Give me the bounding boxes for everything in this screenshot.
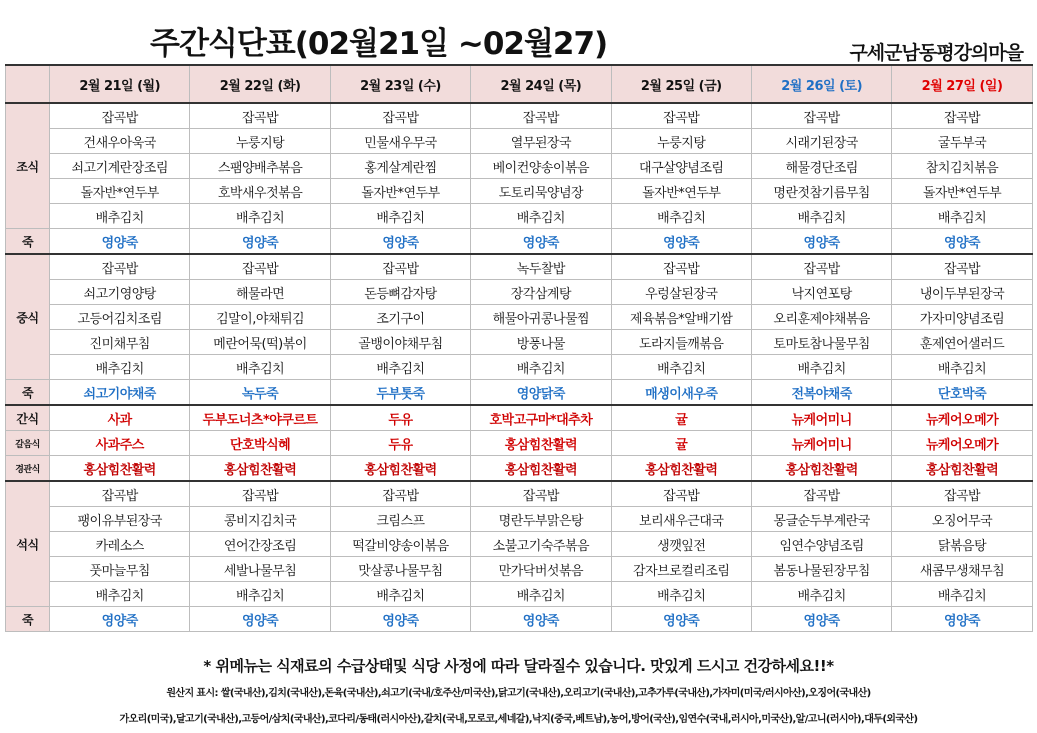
menu-body: [6, 103, 1033, 632]
menu-cell: 스팸양배추볶음: [190, 154, 330, 179]
menu-cell: 배추김치: [50, 582, 190, 607]
menu-cell: 열무된장국: [471, 129, 611, 154]
menu-cell: 보리새우근대국: [611, 507, 751, 532]
breakfast-row: [6, 154, 1033, 179]
menu-cell: 잡곡밥: [751, 254, 891, 280]
menu-cell: 영양죽: [751, 607, 891, 632]
meal-category-label: 석식: [6, 481, 50, 607]
menu-cell: 대구살양념조림: [611, 154, 751, 179]
menu-cell: 잡곡밥: [611, 103, 751, 129]
menu-cell: 잡곡밥: [330, 481, 470, 507]
menu-cell: 영양죽: [471, 607, 611, 632]
menu-cell: 우렁살된장국: [611, 280, 751, 305]
menu-cell: 배추김치: [50, 204, 190, 229]
menu-cell: 배추김치: [751, 204, 891, 229]
menu-cell: 두부도너츠*야쿠르트: [190, 405, 330, 431]
menu-cell: 영양죽: [892, 607, 1032, 632]
dinner-row: [6, 481, 1033, 507]
organization-name: 구세군남동평강의마을: [849, 42, 1023, 64]
menu-cell: 민물새우무국: [330, 129, 470, 154]
menu-cell: 시래기된장국: [751, 129, 891, 154]
menu-cell: 연어간장조림: [190, 532, 330, 557]
meal-category-label: 조식: [6, 103, 50, 229]
day-header-sunday: 2월 27일 (일): [892, 65, 1032, 103]
weekly-menu-table: [5, 64, 1033, 632]
menu-cell: 콩비지김치국: [190, 507, 330, 532]
menu-cell: 영양죽: [330, 229, 470, 255]
menu-cell: 건새우아욱국: [50, 129, 190, 154]
menu-cell: 새콤무생채무침: [892, 557, 1032, 582]
dinner-porridge-row: [6, 607, 1033, 632]
menu-cell: 호박고구마*대추차: [471, 405, 611, 431]
lunch-row: [6, 355, 1033, 380]
menu-cell: 장각삼계탕: [471, 280, 611, 305]
day-header-saturday: 2월 26일 (토): [751, 65, 891, 103]
menu-cell: 배추김치: [471, 355, 611, 380]
menu-cell: 해물라면: [190, 280, 330, 305]
menu-cell: 영양죽: [892, 229, 1032, 255]
menu-cell: 닭볶음탕: [892, 532, 1032, 557]
dinner-row: [6, 532, 1033, 557]
lunch-row: [6, 305, 1033, 330]
menu-cell: 배추김치: [190, 582, 330, 607]
menu-cell: 배추김치: [190, 204, 330, 229]
menu-cell: 영양죽: [50, 607, 190, 632]
menu-cell: 잡곡밥: [892, 481, 1032, 507]
breakfast-row: [6, 204, 1033, 229]
menu-cell: 제육볶음*알배기쌈: [611, 305, 751, 330]
menu-cell: 배추김치: [611, 204, 751, 229]
menu-cell: 낙지연포탕: [751, 280, 891, 305]
menu-cell: 홍삼힘찬활력: [50, 456, 190, 482]
menu-cell: 김말이,야채튀김: [190, 305, 330, 330]
menu-cell: 배추김치: [751, 355, 891, 380]
menu-cell: 잡곡밥: [330, 103, 470, 129]
menu-cell: 두부톳죽: [330, 380, 470, 406]
meal-category-label: 경관식: [6, 456, 50, 482]
menu-cell: 생깻잎전: [611, 532, 751, 557]
menu-cell: 홍삼힘찬활력: [190, 456, 330, 482]
menu-cell: 잡곡밥: [471, 103, 611, 129]
origin-label-line-2: 가오리(미국),달고기(국내산),고등어/삼치(국내산),코다리/동태(러시아산),갈치(국내,모로코,세네갈),낙지(중국,베트남),농어,방어(국산),임연수(국내,러시아,미국산),알/고니(러시아),대두(외국산): [119, 714, 918, 725]
menu-cell: 매생이새우죽: [611, 380, 751, 406]
menu-cell: 누룽지탕: [190, 129, 330, 154]
menu-cell: 쇠고기영양탕: [50, 280, 190, 305]
breakfast-porridge-row: [6, 229, 1033, 255]
menu-cell: 참치김치볶음: [892, 154, 1032, 179]
menu-cell: 잡곡밥: [330, 254, 470, 280]
menu-cell: 명란두부맑은탕: [471, 507, 611, 532]
menu-cell: 홍삼힘찬활력: [471, 456, 611, 482]
menu-cell: 홍삼힘찬활력: [892, 456, 1032, 482]
menu-cell: 영양죽: [751, 229, 891, 255]
menu-cell: 훈제연어샐러드: [892, 330, 1032, 355]
origin-label-line-1: 원산지 표시: 쌀(국내산),김치(국내산),돈육(국내산),쇠고기(국내/호주산/미국산),닭고기(국내산),오리고기(국내산),고추가루(국내산),가자미(미국/러시아산),오징어(국내산): [166, 688, 871, 699]
day-header: 2월 24일 (목): [471, 65, 611, 103]
menu-cell: 잡곡밥: [751, 103, 891, 129]
day-header: 2월 21일 (월): [50, 65, 190, 103]
menu-cell: 잡곡밥: [892, 103, 1032, 129]
menu-cell: 진미채무침: [50, 330, 190, 355]
lunch-row: [6, 330, 1033, 355]
menu-cell: 홍삼힘찬활력: [751, 456, 891, 482]
meal-category-label: 중식: [6, 254, 50, 380]
breakfast-row: [6, 103, 1033, 129]
menu-cell: 영양죽: [611, 229, 751, 255]
menu-cell: 영양죽: [471, 229, 611, 255]
meal-category-label: 간식: [6, 405, 50, 431]
menu-cell: 방풍나물: [471, 330, 611, 355]
menu-cell: 세발나물무침: [190, 557, 330, 582]
lunch-porridge-row: [6, 380, 1033, 406]
menu-cell: 녹두찰밥: [471, 254, 611, 280]
menu-cell: 소불고기숙주볶음: [471, 532, 611, 557]
menu-cell: 배추김치: [751, 582, 891, 607]
menu-cell: 돈등뼈감자탕: [330, 280, 470, 305]
menu-cell: 오징어무국: [892, 507, 1032, 532]
menu-cell: 두유: [330, 405, 470, 431]
menu-cell: 홍게살계란찜: [330, 154, 470, 179]
menu-cell: 배추김치: [611, 355, 751, 380]
menu-cell: 떡갈비양송이볶음: [330, 532, 470, 557]
menu-cell: 두유: [330, 431, 470, 456]
dinner-row: [6, 557, 1033, 582]
snack-small-row: [6, 431, 1033, 456]
menu-cell: 팽이유부된장국: [50, 507, 190, 532]
menu-cell: 귤: [611, 431, 751, 456]
menu-cell: 영양닭죽: [471, 380, 611, 406]
menu-cell: 돌자반*연두부: [50, 179, 190, 204]
breakfast-row: [6, 129, 1033, 154]
menu-cell: 사과주스: [50, 431, 190, 456]
menu-cell: 맛살콩나물무침: [330, 557, 470, 582]
tube-food-row: [6, 456, 1033, 482]
menu-cell: 단호박식혜: [190, 431, 330, 456]
menu-cell: 배추김치: [330, 582, 470, 607]
menu-cell: 배추김치: [330, 204, 470, 229]
menu-cell: 잡곡밥: [190, 103, 330, 129]
menu-cell: 뉴케어미니: [751, 431, 891, 456]
menu-cell: 뉴케어미니: [751, 405, 891, 431]
menu-cell: 뉴케어오메가: [892, 431, 1032, 456]
day-header: 2월 25일 (금): [611, 65, 751, 103]
menu-cell: 골뱅이야채무침: [330, 330, 470, 355]
menu-cell: 사과: [50, 405, 190, 431]
menu-cell: 잡곡밥: [50, 254, 190, 280]
menu-cell: 몽글순두부계란국: [751, 507, 891, 532]
menu-cell: 배추김치: [330, 355, 470, 380]
menu-cell: 해물아귀콩나물찜: [471, 305, 611, 330]
dinner-row: [6, 507, 1033, 532]
menu-cell: 돌자반*연두부: [330, 179, 470, 204]
menu-cell: 홍삼힘찬활력: [471, 431, 611, 456]
page-title: 주간식단표(02월21일 ~02월27): [150, 26, 608, 62]
menu-cell: 돌자반*연두부: [611, 179, 751, 204]
day-header: 2월 22일 (화): [190, 65, 330, 103]
menu-cell: 영양죽: [611, 607, 751, 632]
menu-cell: 만가닥버섯볶음: [471, 557, 611, 582]
menu-cell: 냉이두부된장국: [892, 280, 1032, 305]
menu-cell: 쇠고기야채죽: [50, 380, 190, 406]
meal-category-label: 갈음식: [6, 431, 50, 456]
menu-cell: 잡곡밥: [190, 254, 330, 280]
menu-cell: 가자미양념조림: [892, 305, 1032, 330]
menu-cell: 영양죽: [190, 607, 330, 632]
lunch-row: [6, 280, 1033, 305]
meal-category-label: 죽: [6, 380, 50, 406]
snack-row: [6, 405, 1033, 431]
menu-cell: 크림스프: [330, 507, 470, 532]
menu-cell: 조기구이: [330, 305, 470, 330]
lunch-row: [6, 254, 1033, 280]
menu-cell: 오리훈제야채볶음: [751, 305, 891, 330]
menu-cell: 전복야채죽: [751, 380, 891, 406]
menu-cell: 잡곡밥: [471, 481, 611, 507]
menu-cell: 홍삼힘찬활력: [611, 456, 751, 482]
menu-cell: 임연수양념조림: [751, 532, 891, 557]
menu-cell: 영양죽: [190, 229, 330, 255]
menu-cell: 녹두죽: [190, 380, 330, 406]
menu-cell: 홍삼힘찬활력: [330, 456, 470, 482]
menu-cell: 해물경단조림: [751, 154, 891, 179]
menu-cell: 잡곡밥: [751, 481, 891, 507]
menu-cell: 배추김치: [892, 204, 1032, 229]
menu-cell: 감자브로컬리조림: [611, 557, 751, 582]
menu-cell: 배추김치: [471, 204, 611, 229]
menu-cell: 돌자반*연두부: [892, 179, 1032, 204]
corner-cell: [6, 65, 50, 103]
menu-cell: 도라지들깨볶음: [611, 330, 751, 355]
menu-cell: 배추김치: [50, 355, 190, 380]
menu-cell: 배추김치: [892, 582, 1032, 607]
meal-category-label: 죽: [6, 607, 50, 632]
menu-cell: 명란젓참기름무침: [751, 179, 891, 204]
menu-cell: 영양죽: [50, 229, 190, 255]
menu-cell: 메란어묵(떡)볶이: [190, 330, 330, 355]
menu-cell: 배추김치: [471, 582, 611, 607]
menu-cell: 잡곡밥: [611, 254, 751, 280]
menu-cell: 배추김치: [611, 582, 751, 607]
menu-cell: 고등어김치조림: [50, 305, 190, 330]
menu-cell: 잡곡밥: [190, 481, 330, 507]
menu-cell: 카레소스: [50, 532, 190, 557]
menu-cell: 봄동나물된장무침: [751, 557, 891, 582]
menu-cell: 영양죽: [330, 607, 470, 632]
menu-cell: 토마토참나물무침: [751, 330, 891, 355]
menu-cell: 잡곡밥: [50, 103, 190, 129]
menu-cell: 굴두부국: [892, 129, 1032, 154]
menu-cell: 풋마늘무침: [50, 557, 190, 582]
menu-cell: 베이컨양송이볶음: [471, 154, 611, 179]
menu-cell: 잡곡밥: [892, 254, 1032, 280]
menu-cell: 단호박죽: [892, 380, 1032, 406]
notice-text: * 위메뉴는 식재료의 수급상태및 식당 사정에 따라 달라질수 있습니다. 맛있게 드시고 건강하세요!!*: [203, 657, 834, 675]
day-header: 2월 23일 (수): [330, 65, 470, 103]
menu-cell: 잡곡밥: [50, 481, 190, 507]
menu-cell: 쇠고기계란장조림: [50, 154, 190, 179]
menu-cell: 도토리묵양념장: [471, 179, 611, 204]
breakfast-row: [6, 179, 1033, 204]
menu-cell: 뉴케어오메가: [892, 405, 1032, 431]
menu-cell: 귤: [611, 405, 751, 431]
meal-category-label: 죽: [6, 229, 50, 255]
menu-cell: 누룽지탕: [611, 129, 751, 154]
menu-cell: 배추김치: [892, 355, 1032, 380]
dinner-row: [6, 582, 1033, 607]
menu-cell: 배추김치: [190, 355, 330, 380]
day-header-row: [6, 65, 1033, 103]
menu-cell: 호박새우젓볶음: [190, 179, 330, 204]
menu-cell: 잡곡밥: [611, 481, 751, 507]
